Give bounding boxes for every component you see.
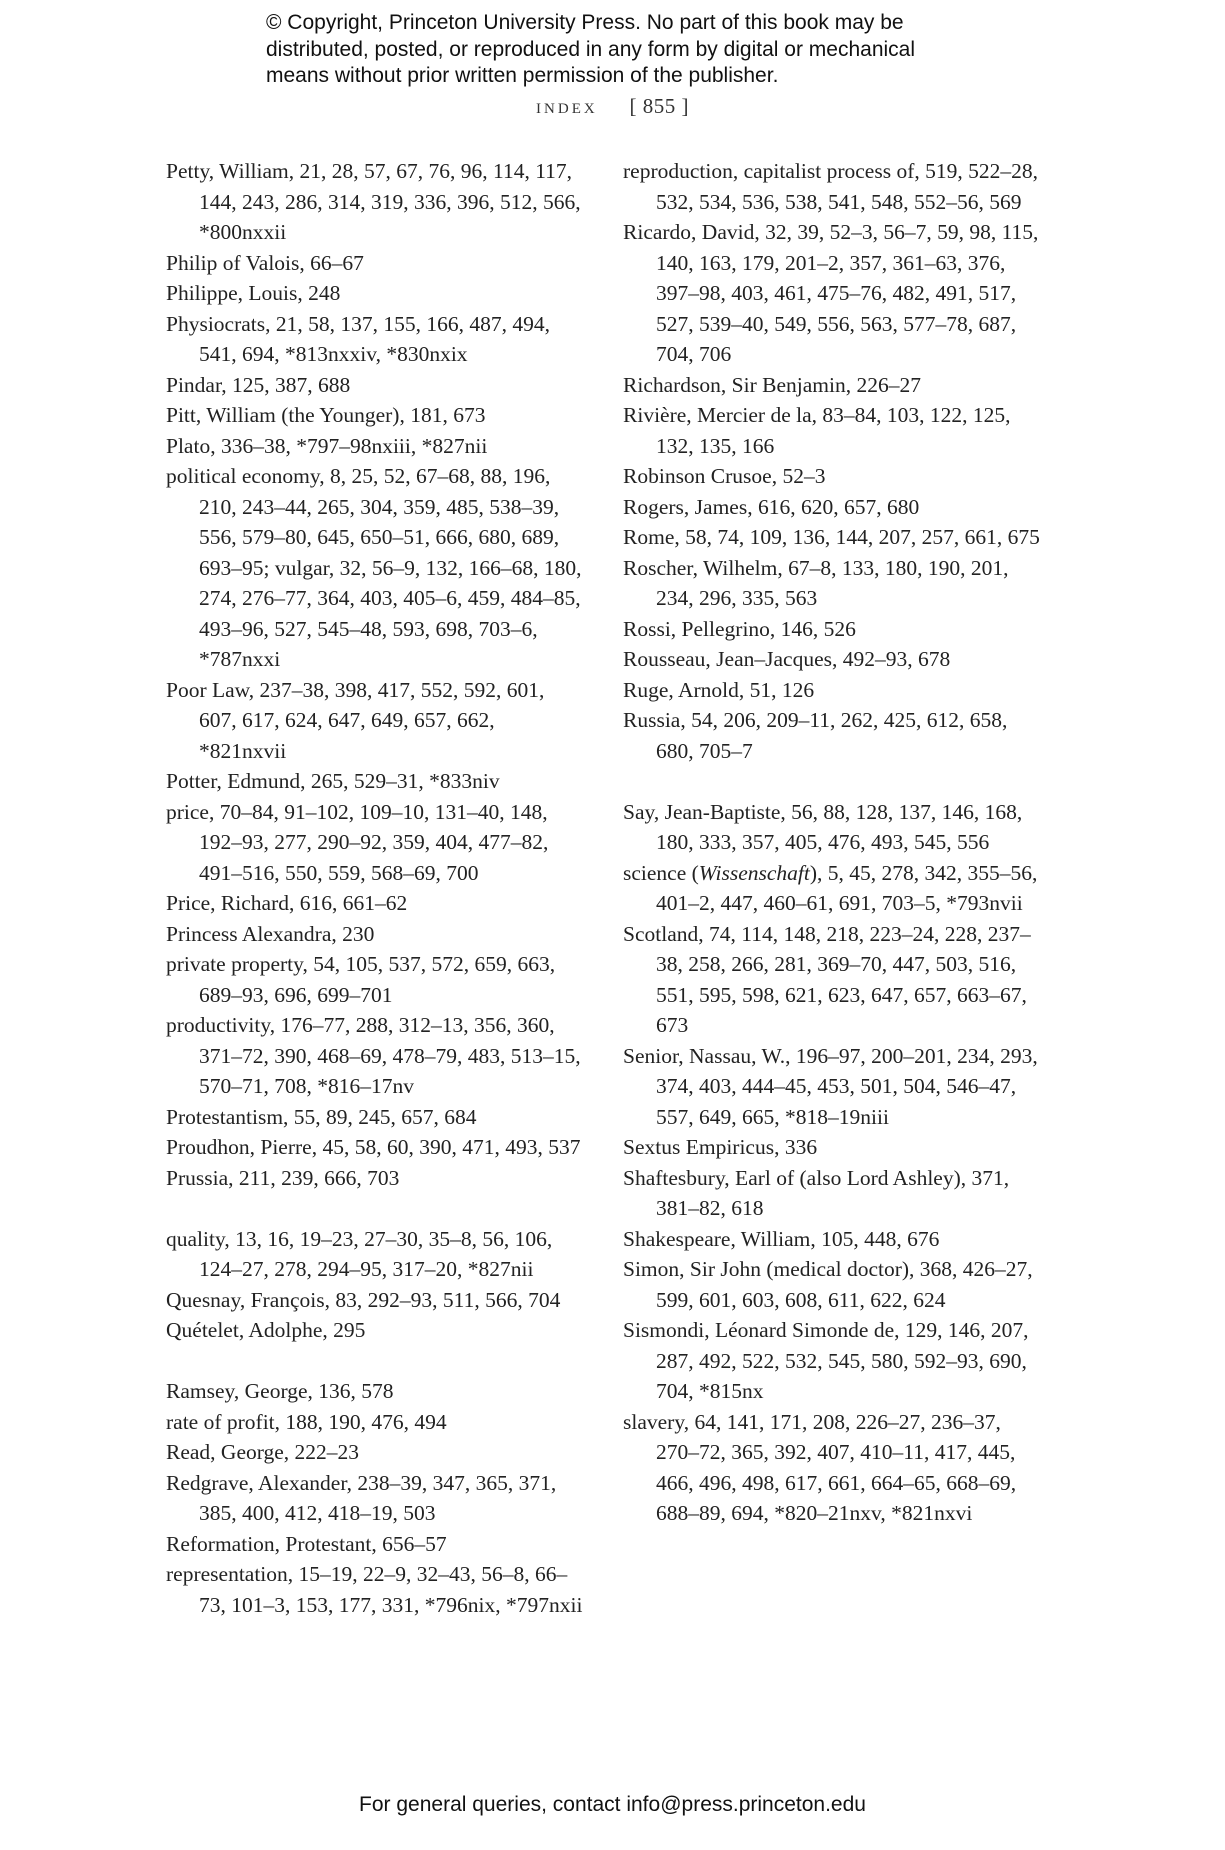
copyright-line-3: means without prior written permission of the publisher. <box>266 64 779 87</box>
index-entry: Robinson Crusoe, 52–3 <box>623 464 826 488</box>
copyright-notice <box>266 10 986 90</box>
index-entry: Prussia, 211, 239, 666, 703 <box>166 1165 400 1190</box>
index-entry: Scotland, 74, 114, 148, 218, 223–24, 228, 237–38, 258, 266, 281, 369–70, 447, 503, 516, 551, 595, 598, 621, 623, 647, 657, 663–67, 673 <box>623 921 1031 1037</box>
index-entry: Senior, Nassau, W., 196–97, 200–201, 234, 293, 374, 403, 444–45, 453, 501, 504, 546–47, 557, 649, 665, *818–19niii <box>623 1043 1038 1129</box>
index-entry: Plato, 336–38, *797–98nxiii, *827nii <box>166 433 488 458</box>
index-entry-text: science ( <box>623 860 699 885</box>
index-entry: Say, Jean-Baptiste, 56, 88, 128, 137, 146, 168, 180, 333, 357, 405, 476, 493, 545, 556 <box>623 799 1023 854</box>
page-number: [ 855 ] <box>629 94 689 118</box>
index-entry: Sextus Empiricus, 336 <box>623 1135 818 1159</box>
index-entry: Shaftesbury, Earl of (also Lord Ashley), 371, 381–82, 618 <box>623 1165 1010 1220</box>
index-entry <box>623 858 1043 919</box>
index-entry: representation, 15–19, 22–9, 32–43, 56–8, 66–73, 101–3, 153, 177, 331, *796nix, *797nxii <box>166 1562 583 1617</box>
index-entry: Russia, 54, 206, 209–11, 262, 425, 612, 658, 680, 705–7 <box>623 708 1008 763</box>
index-entry: Read, George, 222–23 <box>166 1440 360 1464</box>
copyright-line-1: © Copyright, Princeton University Press. No part of this book may be <box>266 11 904 34</box>
section-gap <box>166 1193 586 1224</box>
index-entry: quality, 13, 16, 19–23, 27–30, 35–8, 56, 106, 124–27, 278, 294–95, 317–20, *827nii <box>166 1226 553 1281</box>
index-entry: slavery, 64, 141, 171, 208, 226–27, 236–37, 270–72, 365, 392, 407, 410–11, 417, 445, 466, 496, 498, 617, 661, 664–65, 668–69, 688–89, 694, *820–21nxv, *821nxvi <box>623 1409 1017 1525</box>
index-entry: Princess Alexandra, 230 <box>166 921 375 946</box>
index-column-right <box>623 156 1043 1529</box>
section-gap <box>166 1346 586 1377</box>
index-entry: Ruge, Arnold, 51, 126 <box>623 677 815 702</box>
index-entry: price, 70–84, 91–102, 109–10, 131–40, 148, 192–93, 277, 290–92, 359, 404, 477–82, 491–516, 550, 559, 568–69, 700 <box>166 799 549 885</box>
index-entry: Poor Law, 237–38, 398, 417, 552, 592, 601, 607, 617, 624, 647, 649, 657, 662, *821nxvii <box>166 677 545 763</box>
index-entry: Sismondi, Léonard Simonde de, 129, 146, 207, 287, 492, 522, 532, 545, 580, 592–93, 690, 704, *815nx <box>623 1318 1029 1403</box>
index-entry: productivity, 176–77, 288, 312–13, 356, 360, 371–72, 390, 468–69, 478–79, 483, 513–15, 570–71, 708, *816–17nv <box>166 1013 581 1098</box>
running-head <box>0 94 1225 119</box>
index-column-left <box>166 156 586 1620</box>
section-gap <box>623 766 1043 797</box>
index-entry: Rogers, James, 616, 620, 657, 680 <box>623 494 920 519</box>
index-entry: Philippe, Louis, 248 <box>166 281 341 305</box>
index-entry: Price, Richard, 616, 661–62 <box>166 891 408 915</box>
index-entry: Proudhon, Pierre, 45, 58, 60, 390, 471, 493, 537 <box>166 1135 581 1159</box>
index-entry: Pindar, 125, 387, 688 <box>166 372 351 397</box>
index-entry: Ramsey, George, 136, 578 <box>166 1379 394 1403</box>
index-entry: Shakespeare, William, 105, 448, 676 <box>623 1226 940 1251</box>
index-entry: Ricardo, David, 32, 39, 52–3, 56–7, 59, 98, 115, 140, 163, 179, 201–2, 357, 361–63, 376, 397–98, 403, 461, 475–76, 482, 491, 517, 527, 539–40, 549, 556, 563, 577–78, 687, 704, 706 <box>623 220 1039 366</box>
index-entry: Rousseau, Jean–Jacques, 492–93, 678 <box>623 647 951 671</box>
index-entry: Pitt, William (the Younger), 181, 673 <box>166 403 486 427</box>
index-entry: Simon, Sir John (medical doctor), 368, 426–27, 599, 601, 603, 608, 611, 622, 624 <box>623 1257 1033 1312</box>
index-entry: Petty, William, 21, 28, 57, 67, 76, 96, 114, 117, 144, 243, 286, 314, 319, 336, 396, 512, 566, *800nxxii <box>166 159 581 244</box>
index-entry-italic: Wissenschaft <box>698 860 810 885</box>
index-entry: political economy, 8, 25, 52, 67–68, 88, 196, 210, 243–44, 265, 304, 359, 485, 538–39, 556, 579–80, 645, 650–51, 666, 680, 689, 693–95; vulgar, 32, 56–9, 132, 166–68, 180, 274, 276–77, 364, 403, 405–6, 459, 484–85, 493–96, 527, 545–48, 593, 698, 703–6, *787nxxi <box>166 464 582 671</box>
index-entry: reproduction, capitalist process of, 519, 522–28, 532, 534, 536, 538, 541, 548, 552–56, 569 <box>623 159 1038 214</box>
footer-contact: For general queries, contact info@press.princeton.edu <box>359 1793 866 1816</box>
index-entry: Physiocrats, 21, 58, 137, 155, 166, 487, 494, 541, 694, *813nxxiv, *830nxix <box>166 311 551 366</box>
index-entry: Rossi, Pellegrino, 146, 526 <box>623 616 856 641</box>
index-entry: Roscher, Wilhelm, 67–8, 133, 180, 190, 201, 234, 296, 335, 563 <box>623 555 1009 610</box>
index-entry: Quételet, Adolphe, 295 <box>166 1318 366 1342</box>
running-head-title: index <box>536 94 598 118</box>
index-entry: Redgrave, Alexander, 238–39, 347, 365, 371, 385, 400, 412, 418–19, 503 <box>166 1470 557 1525</box>
index-entry: Richardson, Sir Benjamin, 226–27 <box>623 372 921 397</box>
index-entry: Rome, 58, 74, 109, 136, 144, 207, 257, 661, 675 <box>623 525 1040 549</box>
index-entry: Reformation, Protestant, 656–57 <box>166 1531 447 1556</box>
index-entry: Quesnay, François, 83, 292–93, 511, 566, 704 <box>166 1287 561 1312</box>
index-entry: private property, 54, 105, 537, 572, 659, 663, 689–93, 696, 699–701 <box>166 952 556 1007</box>
index-entry: Philip of Valois, 66–67 <box>166 250 364 275</box>
index-entry: rate of profit, 188, 190, 476, 494 <box>166 1409 447 1434</box>
index-entry: Protestantism, 55, 89, 245, 657, 684 <box>166 1104 477 1129</box>
index-entry: Rivière, Mercier de la, 83–84, 103, 122, 125, 132, 135, 166 <box>623 403 1011 458</box>
index-entry-text: ), 5, 45, 278, 342, 355–56, 401–2, 447, 460–61, 691, 703–5, *793nvii <box>656 860 1038 915</box>
copyright-line-2: distributed, posted, or reproduced in any form by digital or mechanical <box>266 37 916 61</box>
index-entry: Potter, Edmund, 265, 529–31, *833niv <box>166 769 500 793</box>
